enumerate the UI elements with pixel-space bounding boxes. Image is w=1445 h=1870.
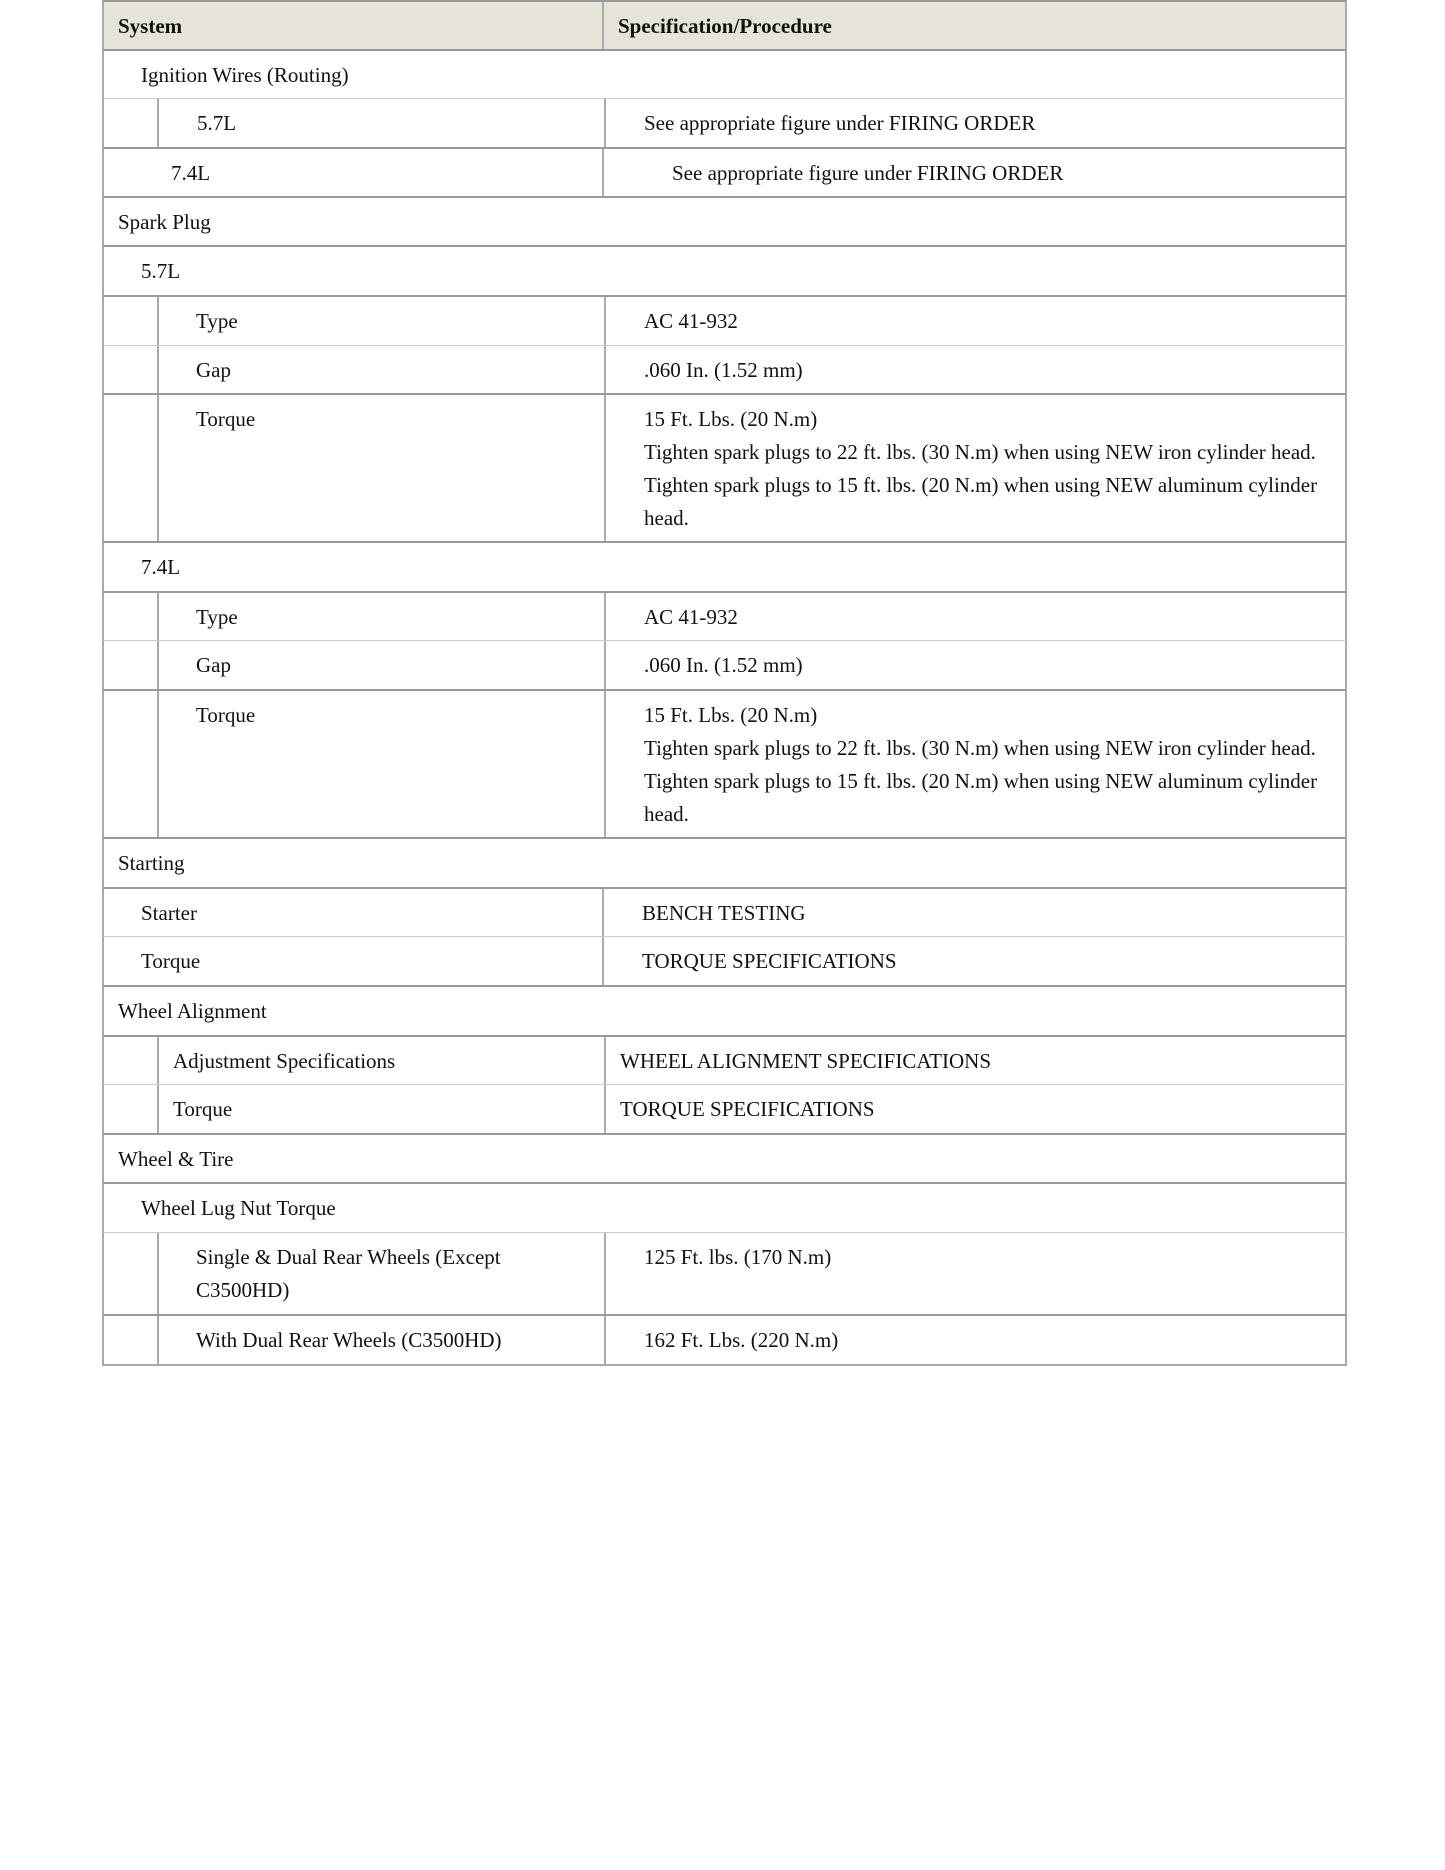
section-row (102, 51, 1347, 99)
row-spec: See appropriate figure under FIRING ORDER (672, 161, 1064, 185)
indent-gutter (104, 1233, 159, 1314)
row-spec (606, 395, 1345, 541)
row-spec: 125 Ft. lbs. (170 N.m) (644, 1245, 832, 1269)
table-header (102, 0, 1347, 51)
table-row (102, 99, 1347, 149)
row-spec: .060 In. (1.52 mm) (644, 358, 803, 382)
row-label: With Dual Rear Wheels (C3500HD) (159, 1316, 606, 1364)
section-row (102, 543, 1347, 593)
row-label: Torque (159, 691, 606, 837)
row-label: Torque (104, 937, 604, 985)
table-row (102, 1085, 1347, 1135)
table-row (102, 1233, 1347, 1316)
table-row (102, 346, 1347, 395)
indent-gutter (104, 1085, 159, 1133)
row-label: Spark Plug (118, 210, 211, 234)
row-label: Starter (104, 889, 604, 936)
spec-line: Tighten spark plugs to 22 ft. lbs. (30 N.m) when using NEW iron cylinder head. (644, 440, 1316, 464)
indent-gutter (104, 297, 159, 345)
row-spec (606, 691, 1345, 837)
indent-gutter (104, 691, 159, 837)
row-label: Single & Dual Rear Wheels (Except C3500HD) (159, 1233, 606, 1314)
section-row (102, 198, 1347, 247)
table-row (102, 297, 1347, 346)
row-label: 7.4L (104, 149, 604, 196)
indent-gutter (104, 1037, 159, 1084)
row-spec: BENCH TESTING (642, 901, 806, 925)
row-label: Adjustment Specifications (159, 1037, 606, 1084)
indent-gutter (104, 641, 159, 689)
table-row (102, 937, 1347, 987)
table-row (102, 641, 1347, 691)
row-label: Type (159, 297, 606, 345)
row-label: Gap (159, 641, 606, 689)
indent-gutter (104, 1316, 159, 1364)
indent-gutter (104, 99, 159, 147)
row-label: Wheel & Tire (118, 1147, 234, 1171)
row-label: Torque (159, 395, 606, 541)
row-spec: AC 41-932 (644, 605, 738, 629)
row-spec: AC 41-932 (644, 309, 738, 333)
spec-line: 15 Ft. Lbs. (20 N.m) (644, 407, 818, 431)
table-row (102, 691, 1347, 839)
indent-gutter (104, 346, 159, 393)
indent-gutter (104, 593, 159, 640)
section-row (102, 839, 1347, 889)
indent-gutter (104, 395, 159, 541)
spec-line: Tighten spark plugs to 22 ft. lbs. (30 N.m) when using NEW iron cylinder head. (644, 736, 1316, 760)
section-row (102, 987, 1347, 1037)
header-spec: Specification/Procedure (618, 14, 832, 38)
table-row (102, 395, 1347, 543)
spec-line: Tighten spark plugs to 15 ft. lbs. (20 N.m) when using NEW aluminum cylinder head. (644, 473, 1318, 530)
row-label: 7.4L (141, 555, 181, 579)
row-spec: 162 Ft. Lbs. (220 N.m) (644, 1328, 839, 1352)
spec-line: Tighten spark plugs to 15 ft. lbs. (20 N.m) when using NEW aluminum cylinder head. (644, 769, 1318, 826)
table-row (102, 1037, 1347, 1085)
row-spec: See appropriate figure under FIRING ORDER (644, 111, 1036, 135)
row-spec: TORQUE SPECIFICATIONS (620, 1097, 875, 1121)
spec-table (102, 0, 1347, 1366)
row-spec: .060 In. (1.52 mm) (644, 653, 803, 677)
row-label: Type (159, 593, 606, 640)
table-row (102, 889, 1347, 937)
table-row (102, 593, 1347, 641)
row-spec: WHEEL ALIGNMENT SPECIFICATIONS (620, 1049, 991, 1073)
row-label: Torque (159, 1085, 606, 1133)
row-label: Wheel Alignment (118, 999, 267, 1023)
table-row (102, 1316, 1347, 1366)
row-spec: TORQUE SPECIFICATIONS (642, 949, 897, 973)
table-row (102, 149, 1347, 198)
row-label: Gap (159, 346, 606, 393)
row-label: 5.7L (159, 99, 606, 147)
section-row (102, 1184, 1347, 1233)
row-label: Ignition Wires (Routing) (141, 63, 349, 87)
row-label: Starting (118, 851, 185, 875)
section-row (102, 1135, 1347, 1184)
spec-line: 15 Ft. Lbs. (20 N.m) (644, 703, 818, 727)
row-label: Wheel Lug Nut Torque (141, 1196, 336, 1220)
section-row (102, 247, 1347, 297)
row-label: 5.7L (141, 259, 181, 283)
header-system: System (104, 2, 604, 49)
